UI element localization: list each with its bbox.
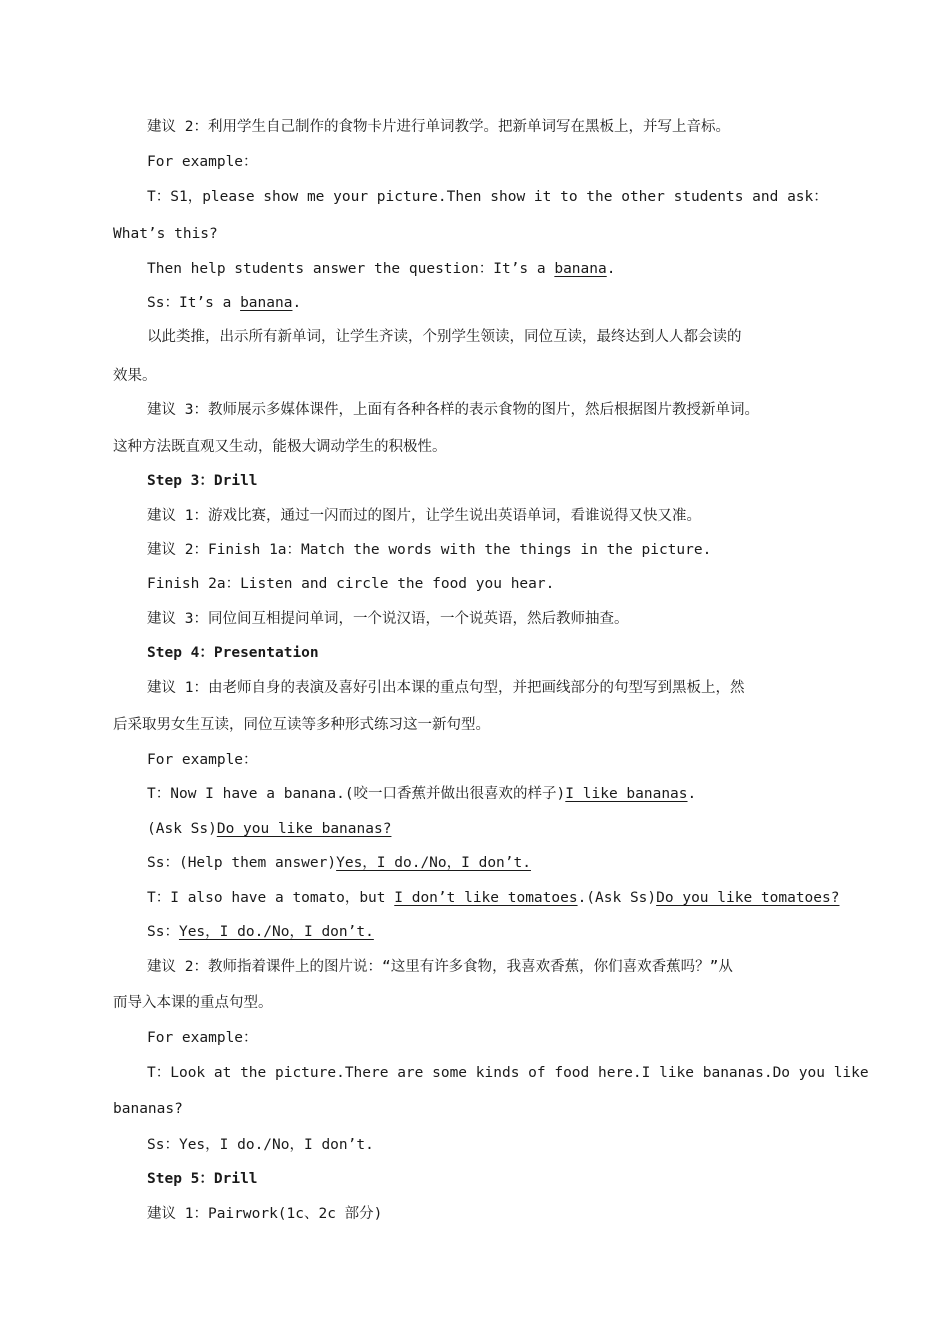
paragraph-line: 后采取男女生互读，同位互读等多种形式练习这一新句型。 bbox=[113, 717, 490, 733]
underlined-word: banana bbox=[554, 261, 607, 277]
dialogue-line bbox=[147, 922, 374, 942]
paragraph-line: 以此类推，出示所有新单词，让学生齐读，个别学生领读，同位互读，最终达到人人都会读的 bbox=[147, 329, 742, 345]
dialogue-line bbox=[147, 888, 839, 908]
example-label: For example： bbox=[147, 154, 258, 170]
question-line: What’s this? bbox=[113, 226, 218, 242]
underlined-sentence: Yes，I do./No，I don’t. bbox=[336, 855, 531, 871]
teacher-line: T：Look at the picture.There are some kinds of food here.I like bananas.Do you like bbox=[147, 1065, 869, 1081]
step-5-heading: Step 5：Drill bbox=[147, 1171, 258, 1187]
example-label: For example： bbox=[147, 1030, 258, 1046]
underlined-sentence: I like bananas bbox=[565, 786, 688, 802]
dialogue-text: Ss：(Help them answer) bbox=[147, 855, 337, 871]
dialogue-line bbox=[147, 819, 391, 839]
pairwork-suggestion: 建议 1：Pairwork(1c、2c 部分) bbox=[147, 1206, 383, 1222]
dialogue-text: T：I also have a tomato，but bbox=[147, 890, 395, 906]
presentation-suggestion-2: 建议 2：教师指着课件上的图片说：“这里有许多食物，我喜欢香蕉，你们喜欢香蕉吗？”从 bbox=[147, 959, 733, 975]
underlined-sentence: Do you like tomatoes? bbox=[656, 890, 840, 906]
dialogue-text: Ss： bbox=[147, 924, 179, 940]
example-label: For example： bbox=[147, 752, 258, 768]
students-answer-text: Ss：It’s a bbox=[147, 295, 241, 311]
step-4-heading: Step 4：Presentation bbox=[147, 645, 319, 661]
step-3-heading: Step 3：Drill bbox=[147, 473, 258, 489]
students-answer-line: Ss：Yes，I do./No，I don’t. bbox=[147, 1137, 374, 1153]
underlined-word: banana bbox=[240, 295, 293, 311]
underlined-sentence: I don’t like tomatoes bbox=[394, 890, 578, 906]
suggestion-2-text: 建议 2：利用学生自己制作的食物卡片进行单词教学。把新单词写在黑板上，并写上音标。 bbox=[147, 119, 730, 135]
drill-finish-2a: Finish 2a：Listen and circle the food you hear. bbox=[147, 576, 555, 592]
paragraph-line: 而导入本课的重点句型。 bbox=[113, 995, 273, 1011]
drill-suggestion-3: 建议 3：同位间互相提问单词，一个说汉语，一个说英语，然后教师抽查。 bbox=[147, 611, 629, 627]
period: . bbox=[292, 295, 302, 311]
drill-suggestion-2: 建议 2：Finish 1a：Match the words with the things in the picture. bbox=[147, 542, 712, 558]
dialogue-text: T：Now I have a banana.(咬一口香蕉并做出很喜欢的样子) bbox=[147, 786, 566, 802]
paragraph-line: 这种方法既直观又生动，能极大调动学生的积极性。 bbox=[113, 439, 447, 455]
dialogue-line bbox=[147, 784, 696, 804]
answer-help-line bbox=[147, 259, 615, 279]
period: . bbox=[687, 786, 697, 802]
paragraph-line: 效果。 bbox=[113, 368, 157, 384]
suggestion-3-text: 建议 3：教师展示多媒体课件，上面有各种各样的表示食物的图片，然后根据图片教授新单词。 bbox=[147, 402, 759, 418]
presentation-suggestion-1: 建议 1：由老师自身的表演及喜好引出本课的重点句型，并把画线部分的句型写到黑板上，然 bbox=[147, 680, 745, 696]
dialogue-text: (Ask Ss) bbox=[147, 821, 217, 837]
underlined-sentence: Yes，I do./No，I don’t. bbox=[178, 924, 374, 940]
teacher-line: T：S1，please show me your picture.Then show it to the other students and ask： bbox=[147, 189, 828, 205]
paragraph-line: bananas? bbox=[113, 1101, 183, 1117]
dialogue-text: .(Ask Ss) bbox=[577, 890, 657, 906]
period: . bbox=[606, 261, 616, 277]
students-answer-line bbox=[147, 293, 301, 313]
dialogue-line bbox=[147, 853, 531, 873]
drill-suggestion-1: 建议 1：游戏比赛，通过一闪而过的图片，让学生说出英语单词，看谁说得又快又准。 bbox=[147, 508, 701, 524]
underlined-sentence: Do you like bananas? bbox=[216, 821, 392, 837]
answer-help-text: Then help students answer the question：It’s a bbox=[147, 261, 555, 277]
